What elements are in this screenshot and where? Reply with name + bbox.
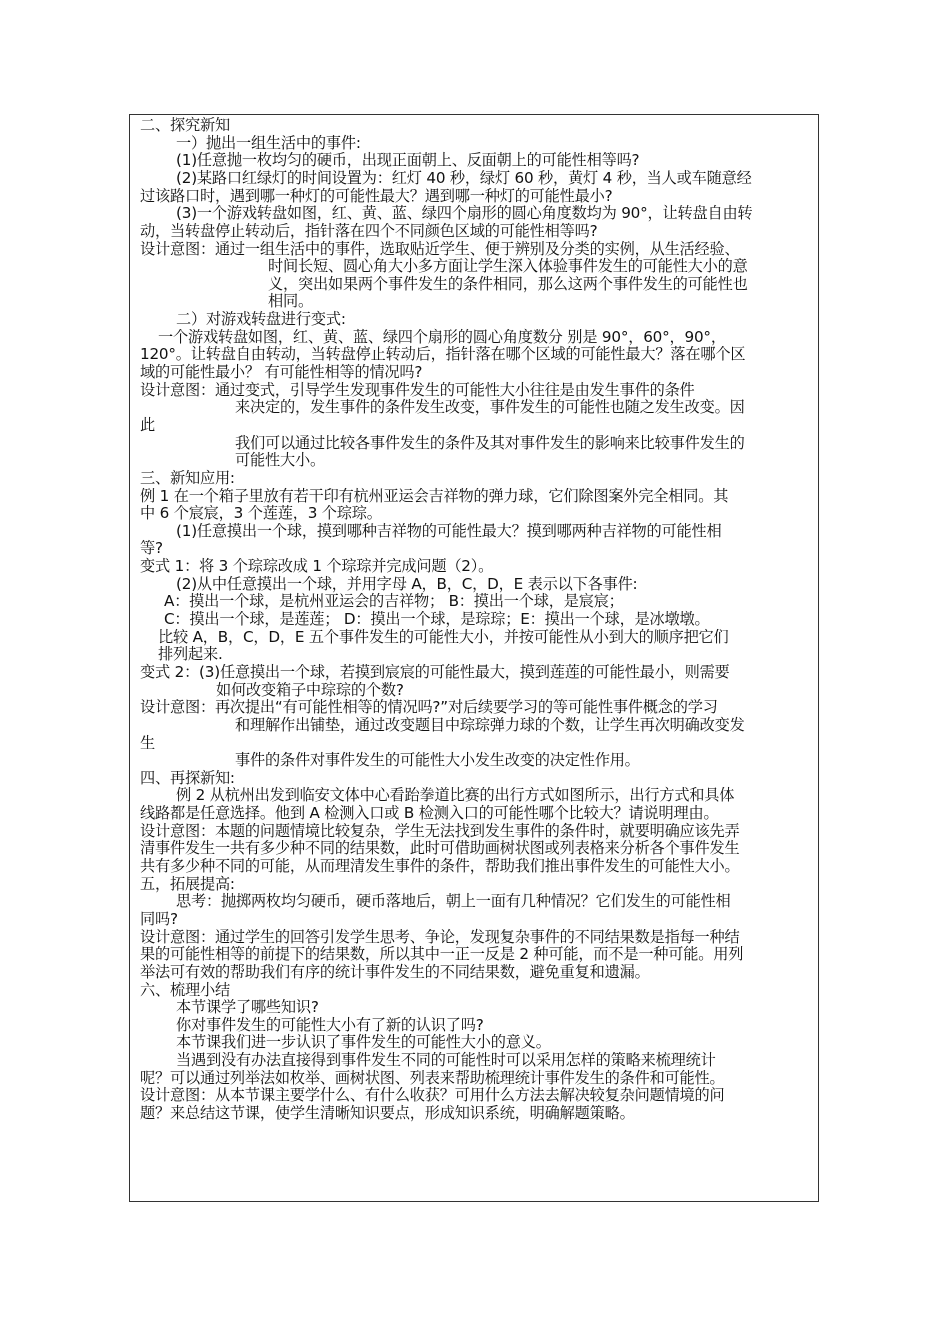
- subsection-title: 二）对游戏转盘进行变式:: [176, 310, 346, 329]
- variant-text: 如何改变箱子中琮琮的个数?: [216, 680, 404, 699]
- design-intent: 生: [140, 733, 155, 752]
- variant-text: 变式 1：将 3 个琮琮改成 1 个琮琮并完成问题（2）。: [140, 557, 494, 576]
- question-text: 同吗?: [140, 909, 178, 928]
- design-intent: 义，突出如果两个事件发生的条件相同，那么这两个事件发生的可能性也: [268, 274, 748, 293]
- paragraph-text: 排列起来.: [158, 645, 223, 664]
- design-intent: 设计意图：通过一组生活中的事件，选取贴近学生、便于辨别及分类的实例，从生活经验、: [140, 239, 740, 258]
- question-text: 本节课学了哪些知识?: [176, 998, 319, 1017]
- paragraph-text: 比较 A，B，C，D，E 五个事件发生的可能性大小，并按可能性从小到大的顺序把它们: [158, 627, 729, 646]
- question-text: 过该路口时，遇到哪一种灯的可能性最大？遇到哪一种灯的可能性最小?: [140, 186, 613, 205]
- example-text: 例 1 在一个箱子里放有若干印有杭州亚运会吉祥物的弹力球，它们除图案外完全相同。其: [140, 486, 729, 505]
- design-intent: 设计意图：从本节课主要学什么、有什么收获？可用什么方法去解决较复杂问题情境的问: [140, 1086, 725, 1105]
- variant-text: 变式 2：(3)任意摸出一个球，若摸到宸宸的可能性最大，摸到莲莲的可能性最小，则需要: [140, 662, 730, 681]
- design-intent: 我们可以通过比较各事件发生的条件及其对事件发生的影响来比较事件发生的: [235, 433, 745, 452]
- design-intent: 时间长短、圆心角大小多方面让学生深入体验事件发生的可能性大小的意: [268, 257, 748, 276]
- design-intent: 事件的条件对事件发生的可能性大小发生改变的决定性作用。: [235, 751, 640, 770]
- section-heading: 六、梳理小结: [140, 980, 230, 999]
- design-intent: 设计意图：本题的问题情境比较复杂，学生无法找到发生事件的条件时，就要明确应该先弄: [140, 821, 740, 840]
- section-heading: 五，拓展提高:: [140, 874, 235, 893]
- question-text: (1)任意抛一枚均匀的硬币，出现正面朝上、反面朝上的可能性相等吗?: [176, 151, 640, 170]
- section-heading: 二、探究新知: [140, 116, 230, 134]
- paragraph-text: 本节课我们进一步认识了事件发生的可能性大小的意义。: [176, 1033, 551, 1052]
- event-definitions: A：摸出一个球，是杭州亚运会的吉祥物； B：摸出一个球，是宸宸；: [164, 592, 624, 611]
- design-intent: 果的可能性相等的前提下的结果数，所以其中一正一反是 2 种可能，而不是一种可能。用列: [140, 945, 744, 964]
- design-intent: 设计意图：通过学生的回答引发学生思考、争论，发现复杂事件的不同结果数是指每一种结: [140, 927, 740, 946]
- design-intent: 和理解作出铺垫，通过改变题目中琮琮弹力球的个数，让学生再次明确改变发: [235, 715, 745, 734]
- design-intent: 来决定的，发生事件的条件发生改变，事件发生的可能性也随之发生改变。因: [235, 398, 745, 417]
- example-text: 中 6 个宸宸，3 个莲莲，3 个琮琮。: [140, 504, 382, 523]
- design-intent: 此: [140, 415, 155, 434]
- section-heading: 三、新知应用:: [140, 468, 235, 487]
- question-text: 等?: [140, 539, 163, 558]
- paragraph-text: 域的可能性最小？ 有可能性相等的情况吗?: [140, 363, 423, 381]
- section-heading: 四、再探新知:: [140, 768, 235, 787]
- design-intent: 可能性大小。: [235, 451, 325, 470]
- event-definitions: C：摸出一个球，是莲莲； D：摸出一个球，是琮琮；E：摸出一个球，是冰墩墩。: [164, 610, 710, 628]
- design-intent: 举法可有效的帮助我们有序的统计事件发生的不同结果数，避免重复和遗漏。: [140, 962, 650, 981]
- question-text: 你对事件发生的可能性大小有了新的认识了吗?: [176, 1015, 484, 1034]
- design-intent: 设计意图：通过变式，引导学生发现事件发生的可能性大小往往是由发生事件的条件: [140, 380, 695, 399]
- question-text: (2)某路口红绿灯的时间设置为：红灯 40 秒，绿灯 60 秒，黄灯 4 秒，当人或车随意经: [176, 168, 752, 187]
- paragraph-text: 呢？可以通过列举法如枚举、画树状图、列表来帮助梳理统计事件发生的条件和可能性。: [140, 1068, 725, 1087]
- example-text: 例 2 从杭州出发到临安文体中心看跆拳道比赛的出行方式如图所示，出行方式和具体: [176, 786, 735, 805]
- example-text: 线路都是任意选择。他到 A 检测入口或 B 检测入口的可能性哪个比较大？请说明理由。: [140, 804, 719, 823]
- paragraph-text: 一个游戏转盘如图，红、黄、蓝、绿四个扇形的圆心角度数分 别是 90°，60°，90°，: [158, 327, 726, 346]
- paragraph-text: 120°。让转盘自由转动，当转盘停止转动后，指针落在哪个区域的可能性最大？落在哪个区: [140, 345, 746, 364]
- question-text: 动，当转盘停止转动后，指针落在四个不同颜色区域的可能性相等吗?: [140, 221, 598, 240]
- design-intent: 题？来总结这节课，使学生清晰知识要点，形成知识系统，明确解题策略。: [140, 1104, 635, 1122]
- design-intent: 设计意图：再次提出“有可能性相等的情况吗?”对后续要学习的等可能性事件概念的学习: [140, 698, 718, 717]
- paragraph-text: 当遇到没有办法直接得到事件发生不同的可能性时可以采用怎样的策略来梳理统计: [176, 1051, 716, 1070]
- question-text: 思考：抛掷两枚均匀硬币，硬币落地后，朝上一面有几种情况？它们发生的可能性相: [176, 892, 731, 911]
- question-text: (3)一个游戏转盘如图，红、黄、蓝、绿四个扇形的圆心角度数均为 90°，让转盘自由转: [176, 204, 753, 223]
- question-text: (2)从中任意摸出一个球，并用字母 A，B，C，D，E 表示以下各事件:: [176, 574, 638, 593]
- design-intent: 共有多少种不同的可能，从而理清发生事件的条件，帮助我们推出事件发生的可能性大小。: [140, 857, 740, 875]
- design-intent: 清事件发生一共有多少种不同的结果数，此时可借助画树状图或列表格来分析各个事件发生: [140, 839, 740, 858]
- question-text: (1)任意摸出一个球，摸到哪种吉祥物的可能性最大？摸到哪两种吉祥物的可能性相: [176, 521, 722, 540]
- design-intent: 相同。: [268, 292, 313, 311]
- subsection-title: 一）抛出一组生活中的事件:: [176, 133, 361, 152]
